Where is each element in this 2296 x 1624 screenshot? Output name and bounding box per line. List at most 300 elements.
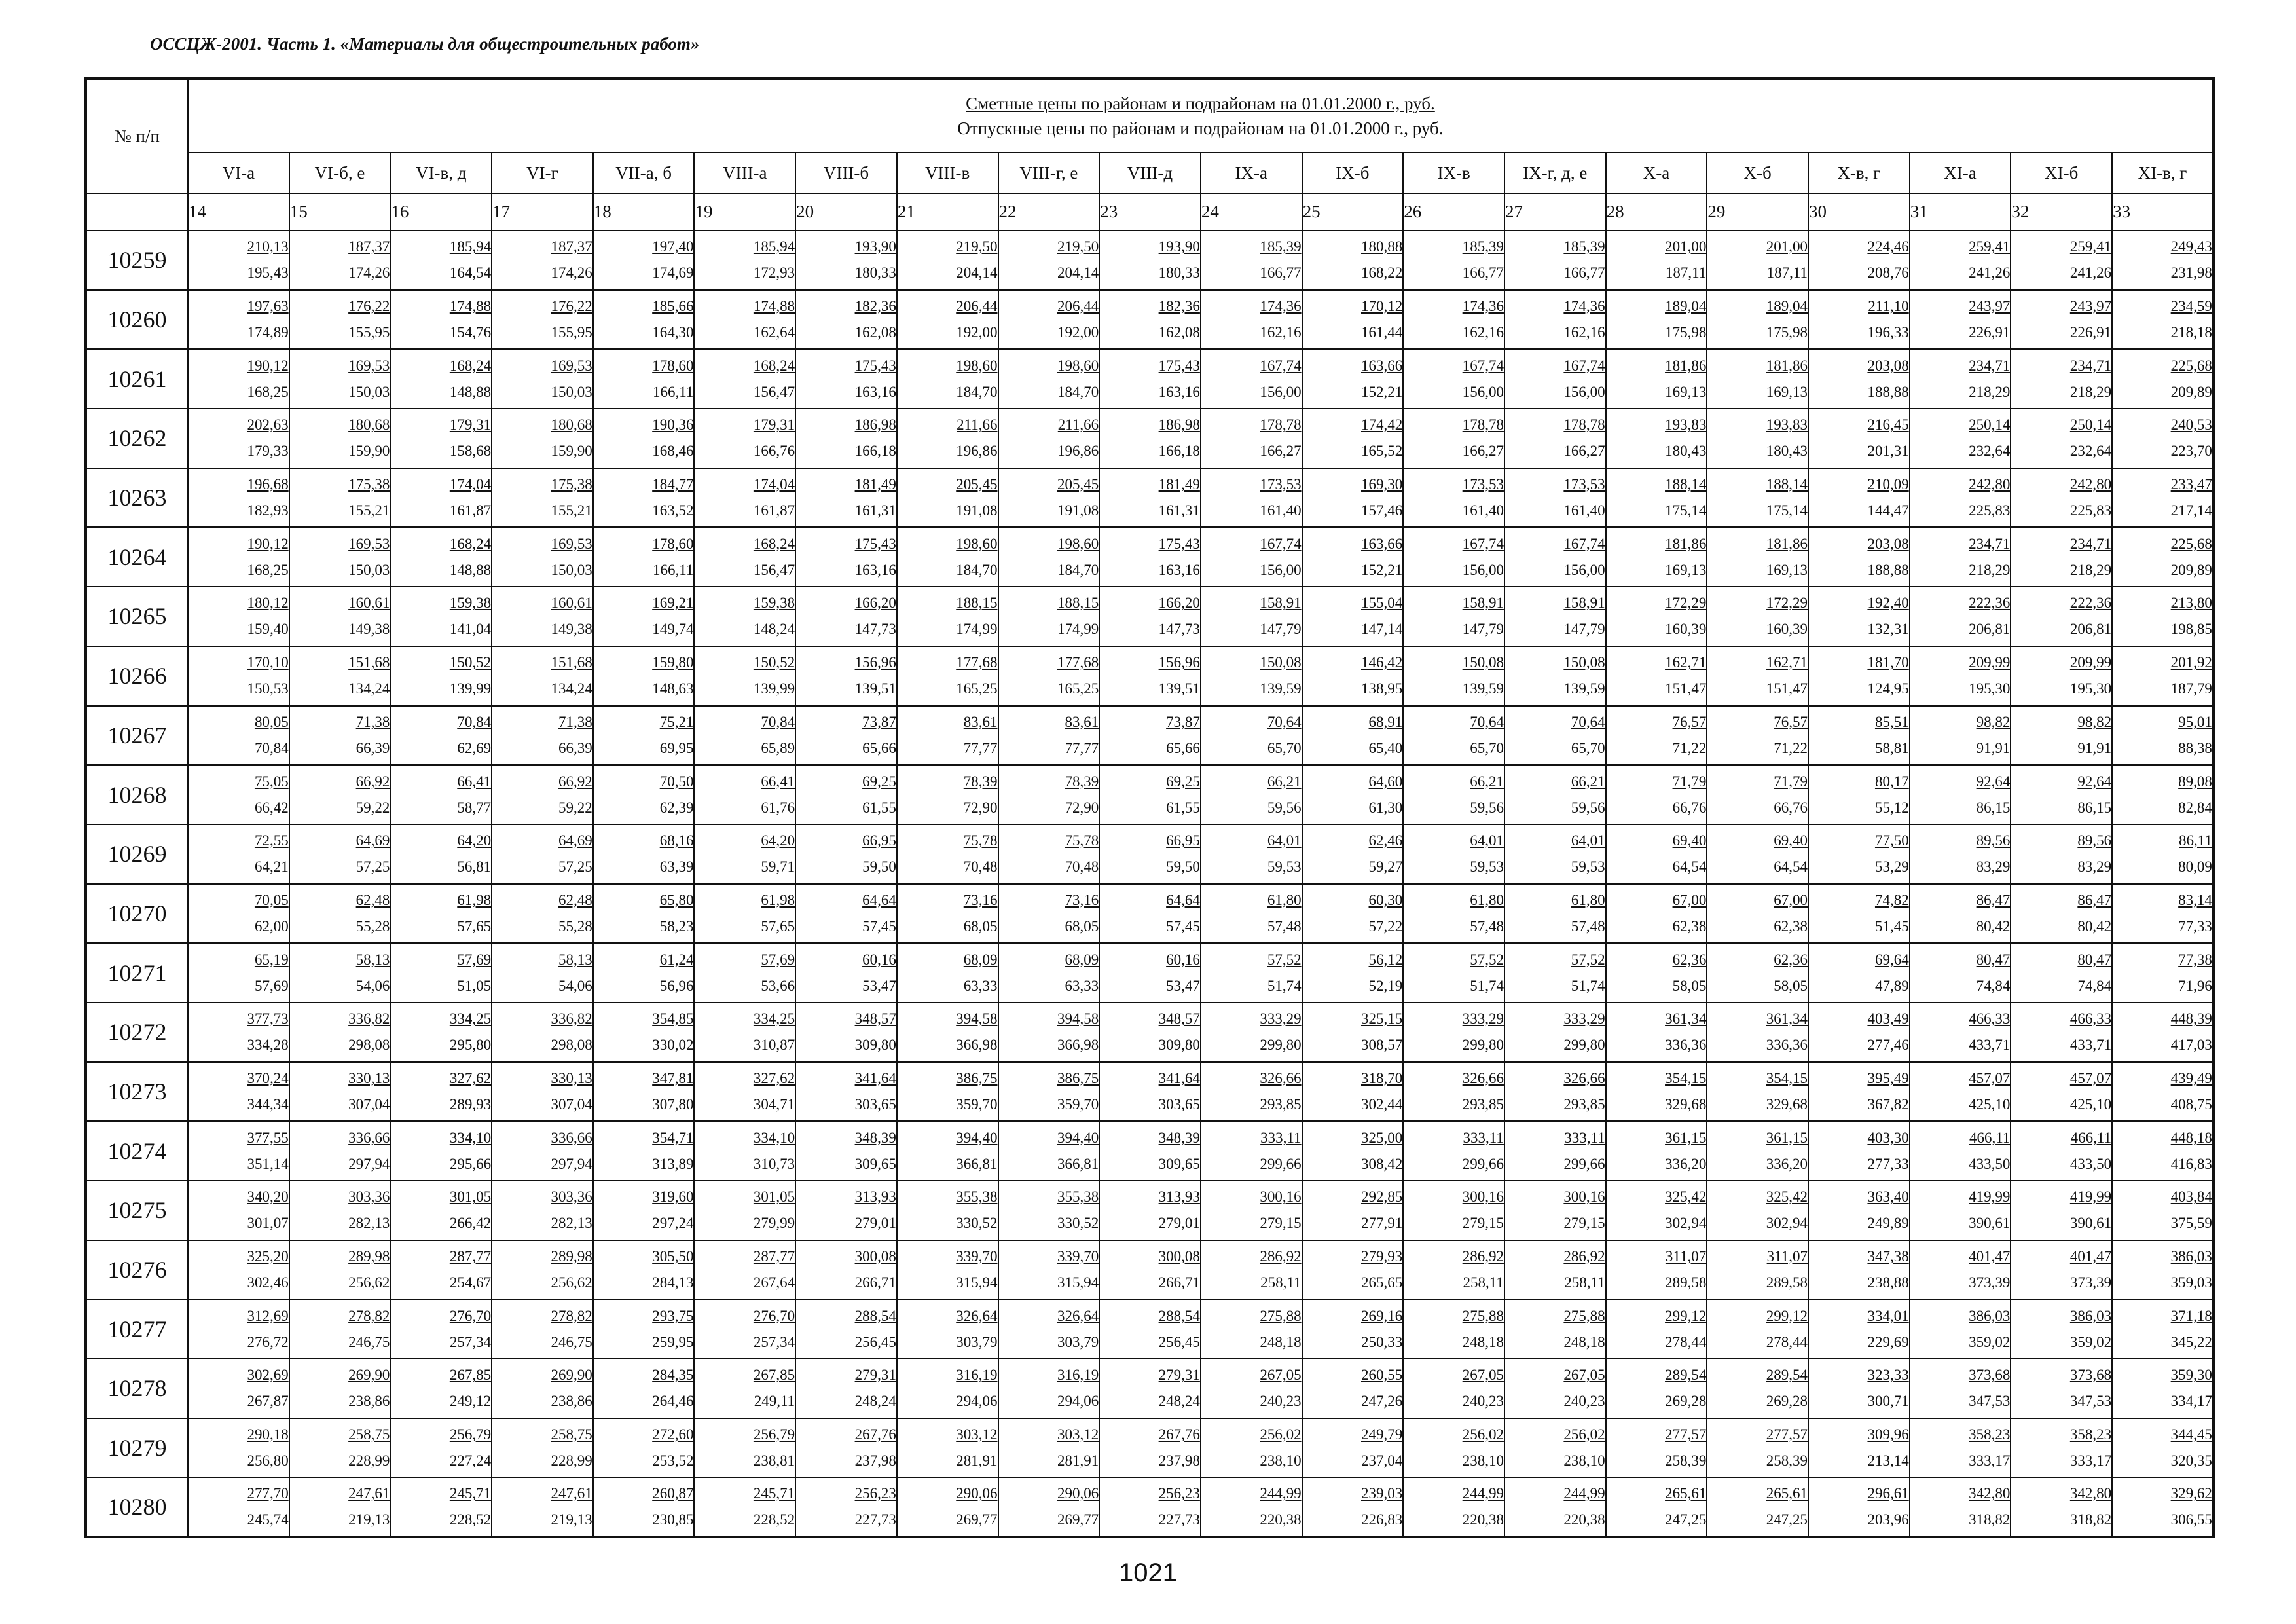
price-cell xyxy=(1606,409,1707,468)
price-cell xyxy=(795,1062,897,1122)
price-cell xyxy=(1099,1477,1201,1537)
price-cell xyxy=(2011,290,2112,350)
estimate-price: 83,14 xyxy=(2178,891,2212,908)
price-cell xyxy=(1302,1003,1404,1062)
release-price: 295,66 xyxy=(449,1155,492,1172)
price-cell xyxy=(1099,290,1201,350)
estimate-price: 394,58 xyxy=(1057,1010,1099,1027)
price-cell xyxy=(897,1359,998,1418)
release-price: 55,28 xyxy=(558,917,592,934)
release-price: 258,39 xyxy=(1665,1452,1707,1469)
price-cell xyxy=(1504,527,1606,587)
release-price: 204,14 xyxy=(956,265,998,282)
price-cell xyxy=(795,884,897,944)
price-cell xyxy=(694,1062,795,1122)
price-cell xyxy=(897,349,998,409)
release-price: 159,90 xyxy=(551,443,592,460)
estimate-price: 341,64 xyxy=(854,1069,896,1086)
price-cell xyxy=(1099,349,1201,409)
release-price: 241,26 xyxy=(2069,265,2112,282)
price-cell xyxy=(390,765,492,824)
estimate-price: 305,50 xyxy=(652,1248,694,1265)
release-price: 59,71 xyxy=(761,858,795,876)
price-cell xyxy=(1707,1477,1808,1537)
estimate-price: 277,57 xyxy=(1665,1426,1707,1443)
estimate-price: 205,45 xyxy=(1057,476,1099,493)
release-price: 174,26 xyxy=(551,265,592,282)
release-price: 330,52 xyxy=(1057,1215,1099,1232)
estimate-price: 326,66 xyxy=(1563,1069,1605,1086)
estimate-price: 355,38 xyxy=(1057,1189,1099,1206)
estimate-price: 325,00 xyxy=(1361,1129,1403,1146)
estimate-price: 181,70 xyxy=(1867,654,1909,671)
release-price: 302,94 xyxy=(1766,1215,1808,1232)
release-price: 163,16 xyxy=(854,383,896,400)
release-price: 333,17 xyxy=(2069,1452,2112,1469)
estimate-price: 92,64 xyxy=(1976,773,2011,790)
release-price: 259,95 xyxy=(652,1333,694,1350)
release-price: 433,71 xyxy=(2069,1037,2112,1054)
estimate-price: 71,38 xyxy=(558,713,592,730)
price-cell xyxy=(1910,1062,2011,1122)
estimate-price: 80,47 xyxy=(2077,951,2112,968)
release-price: 155,21 xyxy=(348,502,390,519)
release-price: 238,10 xyxy=(1563,1452,1605,1469)
release-price: 184,70 xyxy=(956,383,998,400)
price-cell xyxy=(1808,1477,1910,1537)
release-price: 59,56 xyxy=(1470,799,1504,816)
estimate-price: 77,50 xyxy=(1874,832,1909,849)
price-cell xyxy=(2112,349,2214,409)
release-price: 201,31 xyxy=(1867,443,1909,460)
release-price: 302,44 xyxy=(1361,1096,1403,1113)
estimate-price: 189,04 xyxy=(1766,298,1808,315)
price-cell xyxy=(1808,1062,1910,1122)
estimate-price: 267,85 xyxy=(449,1367,492,1384)
release-price: 169,13 xyxy=(1665,383,1707,400)
estimate-price: 242,80 xyxy=(2069,476,2112,493)
estimate-price: 64,01 xyxy=(1470,832,1504,849)
price-cell xyxy=(593,1359,695,1418)
release-price: 58,05 xyxy=(1672,977,1707,994)
price-cell xyxy=(2112,1003,2214,1062)
estimate-price: 210,13 xyxy=(247,238,289,255)
estimate-price: 66,41 xyxy=(761,773,795,790)
release-price: 347,53 xyxy=(1969,1393,2011,1410)
estimate-price: 245,71 xyxy=(449,1485,492,1502)
estimate-price: 225,68 xyxy=(2170,535,2212,552)
price-cell xyxy=(694,646,795,706)
release-price: 56,81 xyxy=(457,858,492,876)
estimate-price: 177,68 xyxy=(956,654,998,671)
table-row xyxy=(86,943,2214,1003)
estimate-price: 296,61 xyxy=(1867,1485,1909,1502)
estimate-price: 150,08 xyxy=(1260,654,1302,671)
price-cell xyxy=(998,527,1100,587)
price-cell xyxy=(188,824,289,884)
table-row xyxy=(86,1121,2214,1181)
estimate-price: 403,49 xyxy=(1867,1010,1909,1027)
price-cell xyxy=(188,1240,289,1300)
estimate-price: 403,30 xyxy=(1867,1129,1909,1146)
estimate-price: 293,75 xyxy=(652,1307,694,1324)
release-price: 298,08 xyxy=(348,1037,390,1054)
price-cell xyxy=(2112,290,2214,350)
price-cell xyxy=(1403,1477,1504,1537)
estimate-price: 342,80 xyxy=(1969,1485,2011,1502)
release-price: 218,29 xyxy=(2069,561,2112,578)
release-price: 237,98 xyxy=(1158,1452,1200,1469)
release-price: 160,39 xyxy=(1766,621,1808,638)
estimate-price: 279,31 xyxy=(1158,1367,1200,1384)
price-cell xyxy=(694,706,795,766)
release-price: 150,03 xyxy=(348,383,390,400)
estimate-price: 64,69 xyxy=(558,832,592,849)
estimate-price: 327,62 xyxy=(449,1069,492,1086)
estimate-price: 181,49 xyxy=(1158,476,1200,493)
release-price: 308,42 xyxy=(1361,1155,1403,1172)
estimate-price: 174,36 xyxy=(1462,298,1504,315)
release-price: 198,85 xyxy=(2170,621,2212,638)
estimate-price: 258,75 xyxy=(348,1426,390,1443)
release-price: 334,28 xyxy=(247,1037,289,1054)
price-cell xyxy=(188,943,289,1003)
price-cell xyxy=(1403,1003,1504,1062)
release-price: 166,27 xyxy=(1462,443,1504,460)
price-cell xyxy=(1403,231,1504,290)
price-cell xyxy=(1201,409,1302,468)
release-price: 304,71 xyxy=(753,1096,795,1113)
release-price: 156,00 xyxy=(1260,561,1302,578)
release-price: 68,05 xyxy=(1065,917,1099,934)
price-cell xyxy=(998,943,1100,1003)
price-cell xyxy=(2011,409,2112,468)
release-price: 166,77 xyxy=(1260,265,1302,282)
estimate-price: 300,08 xyxy=(854,1248,896,1265)
price-cell xyxy=(1808,1240,1910,1300)
release-price: 297,24 xyxy=(652,1215,694,1232)
price-cell xyxy=(795,1299,897,1359)
release-price: 336,20 xyxy=(1766,1155,1808,1172)
estimate-price: 303,36 xyxy=(348,1189,390,1206)
release-price: 166,77 xyxy=(1462,265,1504,282)
price-cell xyxy=(289,587,391,646)
price-cell xyxy=(188,884,289,944)
release-price: 307,04 xyxy=(348,1096,390,1113)
release-price: 57,65 xyxy=(761,917,795,934)
estimate-price: 76,57 xyxy=(1672,713,1707,730)
estimate-price: 290,06 xyxy=(956,1485,998,1502)
price-cell xyxy=(593,765,695,824)
estimate-price: 287,77 xyxy=(753,1248,795,1265)
release-price: 150,03 xyxy=(348,561,390,578)
price-cell xyxy=(1201,706,1302,766)
release-price: 266,71 xyxy=(854,1274,896,1291)
release-price: 71,22 xyxy=(1672,739,1707,756)
estimate-price: 222,36 xyxy=(1969,595,2011,612)
release-price: 249,89 xyxy=(1867,1215,1909,1232)
price-cell xyxy=(1099,1299,1201,1359)
price-cell xyxy=(492,884,593,944)
release-price: 218,29 xyxy=(2069,383,2112,400)
price-cell xyxy=(1910,824,2011,884)
price-cell xyxy=(188,646,289,706)
estimate-price: 213,80 xyxy=(2170,595,2212,612)
price-cell xyxy=(694,1003,795,1062)
release-price: 59,50 xyxy=(1166,858,1200,876)
estimate-price: 318,70 xyxy=(1361,1069,1403,1086)
price-cell xyxy=(1302,587,1404,646)
estimate-price: 243,97 xyxy=(1969,298,2011,315)
price-cell xyxy=(1504,1181,1606,1240)
price-cell xyxy=(593,231,695,290)
release-price: 77,77 xyxy=(1065,739,1099,756)
release-price: 289,58 xyxy=(1665,1274,1707,1291)
release-price: 147,14 xyxy=(1361,621,1403,638)
price-cell xyxy=(1099,1003,1201,1062)
estimate-price: 170,10 xyxy=(247,654,289,671)
release-price: 294,06 xyxy=(956,1393,998,1410)
price-cell xyxy=(897,706,998,766)
price-cell xyxy=(2011,646,2112,706)
estimate-price: 188,14 xyxy=(1665,476,1707,493)
estimate-price: 222,36 xyxy=(2069,595,2112,612)
price-cell xyxy=(188,587,289,646)
district-header: VI-г xyxy=(492,153,593,193)
release-price: 70,48 xyxy=(963,858,998,876)
price-cell xyxy=(1504,1240,1606,1300)
estimate-price: 249,79 xyxy=(1361,1426,1403,1443)
column-number: 29 xyxy=(1707,193,1808,231)
price-cell xyxy=(998,1121,1100,1181)
row-number: 10277 xyxy=(86,1299,188,1359)
estimate-price: 206,44 xyxy=(1057,298,1099,315)
price-cell xyxy=(1910,706,2011,766)
price-cell xyxy=(1606,765,1707,824)
release-price: 302,46 xyxy=(247,1274,289,1291)
release-price: 156,00 xyxy=(1260,383,1302,400)
estimate-price: 70,50 xyxy=(659,773,694,790)
release-price: 294,06 xyxy=(1057,1393,1099,1410)
release-price: 62,38 xyxy=(1774,917,1808,934)
release-price: 307,80 xyxy=(652,1096,694,1113)
table-title-estimate: Сметные цены по районам и подрайонам на 01.01.2000 г., руб. xyxy=(966,94,1435,113)
estimate-price: 66,95 xyxy=(862,832,896,849)
release-price: 163,16 xyxy=(1158,383,1200,400)
estimate-price: 330,13 xyxy=(348,1069,390,1086)
price-cell xyxy=(593,1062,695,1122)
estimate-price: 181,86 xyxy=(1665,357,1707,374)
column-number: 24 xyxy=(1201,193,1302,231)
price-cell xyxy=(593,409,695,468)
price-cell xyxy=(795,1121,897,1181)
release-price: 162,08 xyxy=(1158,324,1200,341)
release-price: 213,14 xyxy=(1867,1452,1909,1469)
price-cell xyxy=(593,1477,695,1537)
price-cell xyxy=(2112,824,2214,884)
price-cell xyxy=(1606,646,1707,706)
release-price: 83,29 xyxy=(1976,858,2011,876)
release-price: 91,91 xyxy=(2077,739,2112,756)
price-cell xyxy=(188,1299,289,1359)
estimate-price: 269,16 xyxy=(1361,1307,1403,1324)
estimate-price: 182,36 xyxy=(1158,298,1200,315)
estimate-price: 354,85 xyxy=(652,1010,694,1027)
district-header: XI-б xyxy=(2011,153,2112,193)
estimate-price: 277,70 xyxy=(247,1485,289,1502)
price-cell xyxy=(897,1062,998,1122)
price-cell xyxy=(1808,1299,1910,1359)
estimate-price: 64,20 xyxy=(761,832,795,849)
release-price: 57,48 xyxy=(1267,917,1302,934)
price-cell xyxy=(998,1418,1100,1478)
release-price: 156,47 xyxy=(753,561,795,578)
price-cell xyxy=(2112,1477,2214,1537)
release-price: 228,52 xyxy=(753,1511,795,1528)
estimate-price: 289,54 xyxy=(1766,1367,1808,1384)
estimate-price: 66,92 xyxy=(355,773,390,790)
price-cell xyxy=(1201,1477,1302,1537)
price-cell xyxy=(1606,1418,1707,1478)
price-cell xyxy=(2011,765,2112,824)
price-cell xyxy=(188,1418,289,1478)
table-row xyxy=(86,1418,2214,1478)
price-cell xyxy=(1201,349,1302,409)
release-price: 166,27 xyxy=(1563,443,1605,460)
release-price: 175,98 xyxy=(1665,324,1707,341)
estimate-price: 197,63 xyxy=(247,298,289,315)
release-price: 82,84 xyxy=(2178,799,2212,816)
row-number: 10265 xyxy=(86,587,188,646)
estimate-price: 185,94 xyxy=(753,238,795,255)
estimate-price: 62,36 xyxy=(1672,951,1707,968)
price-cell xyxy=(2011,706,2112,766)
price-cell xyxy=(390,527,492,587)
column-number: 33 xyxy=(2112,193,2214,231)
release-price: 225,83 xyxy=(2069,502,2112,519)
estimate-price: 184,77 xyxy=(652,476,694,493)
price-cell xyxy=(492,1359,593,1418)
release-price: 231,98 xyxy=(2170,265,2212,282)
price-cell xyxy=(289,1359,391,1418)
price-cell xyxy=(1201,290,1302,350)
price-cell xyxy=(1201,1299,1302,1359)
price-cell xyxy=(1808,1359,1910,1418)
price-cell xyxy=(1910,1003,2011,1062)
estimate-price: 457,07 xyxy=(1969,1069,2011,1086)
estimate-price: 187,37 xyxy=(348,238,390,255)
release-price: 161,31 xyxy=(1158,502,1200,519)
price-cell xyxy=(1302,1359,1404,1418)
release-price: 219,13 xyxy=(348,1511,390,1528)
release-price: 57,25 xyxy=(355,858,390,876)
release-price: 174,89 xyxy=(247,324,289,341)
price-cell xyxy=(694,1418,795,1478)
column-number: 18 xyxy=(593,193,695,231)
estimate-price: 156,96 xyxy=(854,654,896,671)
estimate-price: 158,91 xyxy=(1260,595,1302,612)
estimate-price: 71,79 xyxy=(1672,773,1707,790)
release-price: 180,33 xyxy=(1158,265,1200,282)
release-price: 313,89 xyxy=(652,1155,694,1172)
price-cell xyxy=(593,884,695,944)
release-price: 238,86 xyxy=(348,1393,390,1410)
price-cell xyxy=(2112,884,2214,944)
price-cell xyxy=(2112,765,2214,824)
estimate-price: 182,36 xyxy=(854,298,896,315)
price-cell xyxy=(694,527,795,587)
price-cell xyxy=(1504,824,1606,884)
price-cell xyxy=(1302,1062,1404,1122)
price-cell xyxy=(188,527,289,587)
estimate-price: 355,38 xyxy=(956,1189,998,1206)
price-cell xyxy=(1302,409,1404,468)
release-price: 359,70 xyxy=(1057,1096,1099,1113)
price-cell xyxy=(1606,706,1707,766)
price-cell xyxy=(1099,587,1201,646)
id-column-header: № п/п xyxy=(86,79,188,193)
price-cell xyxy=(795,231,897,290)
price-cell xyxy=(1707,468,1808,528)
release-price: 228,99 xyxy=(551,1452,592,1469)
release-price: 149,74 xyxy=(652,621,694,638)
estimate-price: 185,39 xyxy=(1563,238,1605,255)
estimate-price: 61,98 xyxy=(457,891,492,908)
estimate-price: 233,47 xyxy=(2170,476,2212,493)
district-header: VIII-д xyxy=(1099,153,1201,193)
price-cell xyxy=(1504,1003,1606,1062)
estimate-price: 299,12 xyxy=(1665,1307,1707,1324)
price-cell xyxy=(188,1181,289,1240)
price-cell xyxy=(188,1003,289,1062)
price-cell xyxy=(1606,527,1707,587)
estimate-price: 267,76 xyxy=(854,1426,896,1443)
price-cell xyxy=(1910,290,2011,350)
release-price: 169,13 xyxy=(1766,383,1808,400)
release-price: 174,99 xyxy=(956,621,998,638)
price-cell xyxy=(795,1240,897,1300)
release-price: 187,11 xyxy=(1665,265,1707,282)
release-price: 191,08 xyxy=(956,502,998,519)
estimate-price: 185,39 xyxy=(1260,238,1302,255)
release-price: 248,24 xyxy=(1158,1393,1200,1410)
estimate-price: 178,78 xyxy=(1563,416,1605,434)
estimate-price: 98,82 xyxy=(2077,713,2112,730)
release-price: 144,47 xyxy=(1867,502,1909,519)
release-price: 303,79 xyxy=(956,1333,998,1350)
estimate-price: 333,11 xyxy=(1463,1129,1504,1146)
table-row xyxy=(86,1181,2214,1240)
release-price: 204,14 xyxy=(1057,265,1099,282)
price-cell xyxy=(1707,1240,1808,1300)
price-cell xyxy=(2112,706,2214,766)
row-number: 10269 xyxy=(86,824,188,884)
estimate-price: 334,25 xyxy=(449,1010,492,1027)
row-number: 10280 xyxy=(86,1477,188,1537)
table-row xyxy=(86,1299,2214,1359)
estimate-price: 354,71 xyxy=(652,1129,694,1146)
release-price: 65,40 xyxy=(1368,739,1403,756)
estimate-price: 174,36 xyxy=(1563,298,1605,315)
price-cell xyxy=(1707,1003,1808,1062)
release-price: 47,89 xyxy=(1874,977,1909,994)
price-cell xyxy=(492,231,593,290)
release-price: 162,16 xyxy=(1260,324,1302,341)
release-price: 175,14 xyxy=(1766,502,1808,519)
release-price: 66,42 xyxy=(254,799,289,816)
release-price: 257,34 xyxy=(449,1333,492,1350)
district-header: VI-а xyxy=(188,153,289,193)
